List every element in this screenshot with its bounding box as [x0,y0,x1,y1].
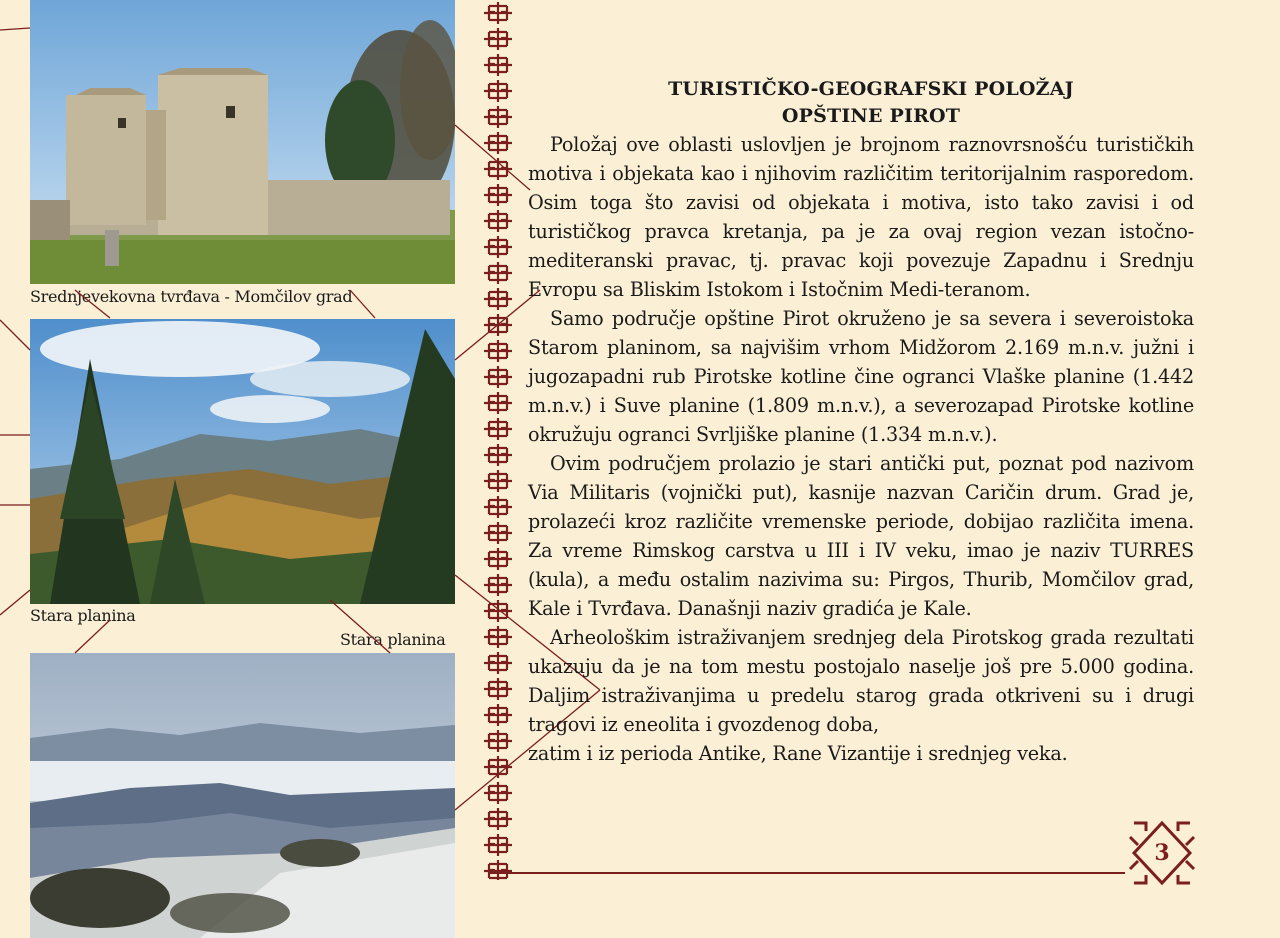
photo-foggy-hills [30,653,455,938]
bottom-rule [490,872,1125,874]
paragraph: Arheološkim istraživanjem srednjeg dela Pirotskog grada rezultati ukazuju da je na tom mestu postojalo naselje još pre 5.000 godina. Daljim istraživanjima u predelu starog grada otkriveni su i drugi tragovi iz eneolita i gvozdenog doba, [528,626,1194,736]
paragraph: Samo područje opštine Pirot okruženo je sa severa i severoistoka Starom planinom, sa najvišim vrhom Midžorom 2.169 m.n.v. južni i jugozapadni rub Pirotske kotline čine ogranci Vlaške planine (1.442 m.n.v.) i Suve planine (1.809 m.n.v.), a severozapad Pirotske kotline okružuju ogranci Svrljiške planine (1.334 m.n.v.). [528,307,1194,446]
caption-mountain: Stara planina [30,606,136,625]
article-title-line1: TURISTIČKO-GEOGRAFSKI POLOŽAJ [668,78,1074,100]
caption-fortress: Srednjevekovna tvrđava - Momčilov grad [30,287,353,306]
page-number: 3 [1154,840,1170,866]
caption-mountain-right: Stara planina [340,630,446,649]
paragraph: zatim i iz perioda Antike, Rane Vizantije i srednjeg veka. [528,742,1068,765]
photo-fortress [30,0,455,284]
photo-mountain [30,319,455,604]
article [528,76,1194,768]
paragraph: Položaj ove oblasti uslovljen je brojnom raznovrsnošću turističkih motiva i objekata kao i njihovim različitim teritorijalnim rasporedom. Osim toga što zavisi od objekata i motiva, isto tako zavisi i od turističkog pravca kretanja, pa je za ovaj region vezan istočno-mediteranski pravac, tj. pravac koji povezuje Zapadnu i Srednju Evropu sa Bliskim Istokom i Istočnim Medi-teranom. [528,133,1194,301]
article-title-line2: OPŠTINE PIROT [781,105,961,127]
ornamental-border [481,0,515,880]
paragraph: Ovim područjem prolazio je stari antički put, poznat pod nazivom Via Militaris (vojnički put), kasnije nazvan Caričin drum. Grad je, prolazeći kroz različite vremenske periode, dobijao različita imena. Za vreme Rimskog carstva u III i IV veku, imao je naziv TURRES (kula), a među ostalim nazivima su: Pirgos, Thurib, Momčilov grad, Kale i Tvrđava. Današnji naziv gradića je Kale. [528,452,1194,620]
